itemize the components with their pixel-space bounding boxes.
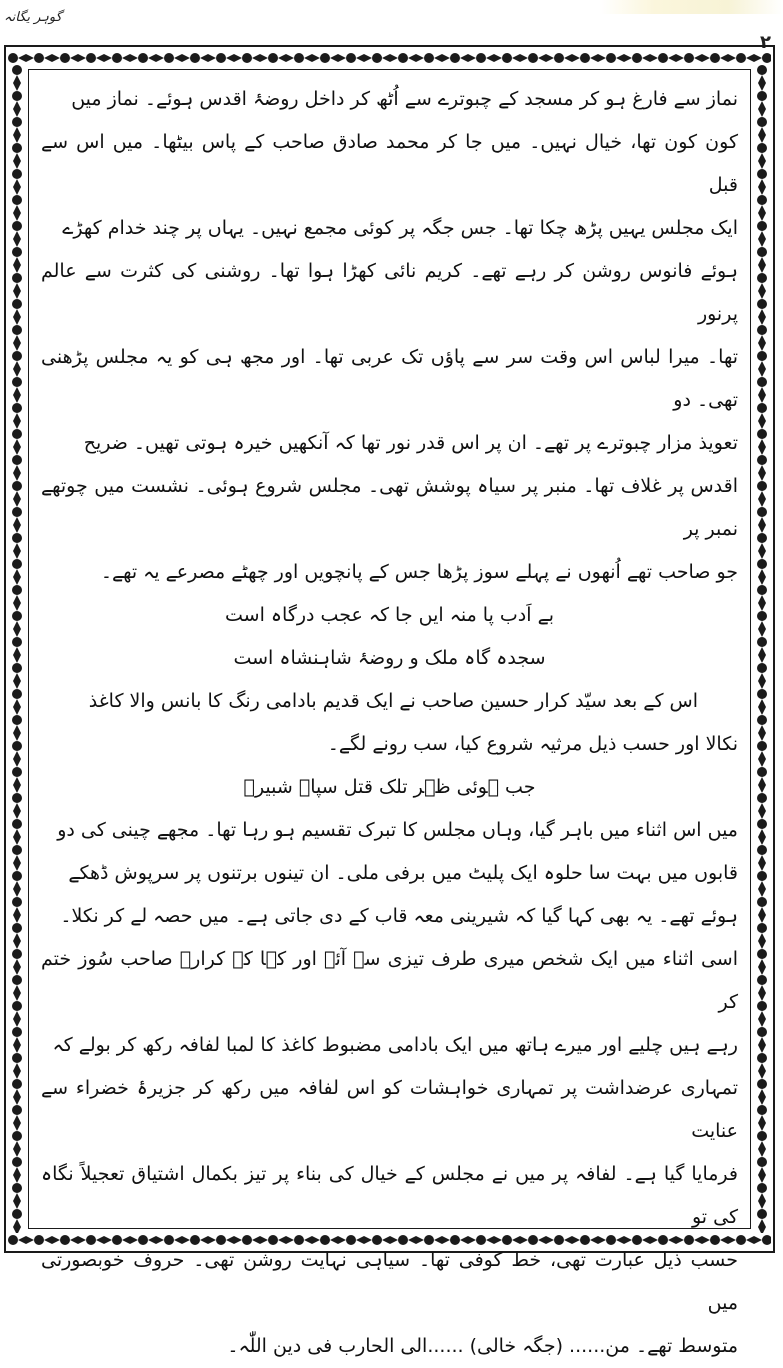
bead-dot-icon	[12, 65, 22, 75]
bead-dot-icon	[12, 767, 22, 777]
bead-dot-icon	[424, 53, 434, 63]
bead-dot-icon	[138, 53, 148, 63]
bead-diamond-icon	[758, 621, 766, 637]
bead-diamond-icon	[13, 673, 21, 689]
bead-diamond-icon	[746, 54, 762, 62]
chain-border-right	[753, 65, 771, 1233]
bead-diamond-icon	[758, 1167, 766, 1183]
bead-dot-icon	[580, 53, 590, 63]
bead-diamond-icon	[13, 517, 21, 533]
bead-diamond-icon	[758, 257, 766, 273]
bead-diamond-icon	[13, 387, 21, 403]
bead-dot-icon	[86, 53, 96, 63]
paragraph-1	[41, 78, 738, 594]
bead-dot-icon	[12, 1105, 22, 1115]
bead-diamond-icon	[758, 647, 766, 663]
bead-dot-icon	[757, 819, 767, 829]
bead-dot-icon	[757, 325, 767, 335]
bead-dot-icon	[8, 53, 18, 63]
bead-diamond-icon	[13, 283, 21, 299]
bead-dot-icon	[12, 169, 22, 179]
bead-dot-icon	[8, 1235, 18, 1245]
text-line: رہے ہیں چلیے اور میرے ہاتھ میں ایک بادامی مضبوط کاغذ کا لمبا لفافہ رکھ کر بولے کہ	[52, 1034, 738, 1056]
bead-diamond-icon	[758, 1115, 766, 1131]
bead-dot-icon	[757, 455, 767, 465]
bead-dot-icon	[757, 611, 767, 621]
bead-diamond-icon	[746, 1236, 762, 1244]
bead-diamond-icon	[13, 361, 21, 377]
bead-diamond-icon	[408, 54, 424, 62]
text-line: حسب ذیل عبارت تھی، خط کوفی تھا۔ سیاہی نہایت روشن تھی۔ حروف خوبصورتی میں	[41, 1249, 738, 1314]
bead-dot-icon	[757, 195, 767, 205]
bead-diamond-icon	[96, 54, 112, 62]
bead-dot-icon	[12, 273, 22, 283]
bead-diamond-icon	[13, 985, 21, 1001]
bead-dot-icon	[757, 585, 767, 595]
bead-diamond-icon	[758, 491, 766, 507]
bead-dot-icon	[757, 1027, 767, 1037]
bead-dot-icon	[757, 1209, 767, 1219]
bead-diamond-icon	[13, 205, 21, 221]
bead-dot-icon	[12, 689, 22, 699]
bead-diamond-icon	[758, 699, 766, 715]
bead-diamond-icon	[18, 54, 34, 62]
bead-dot-icon	[757, 663, 767, 673]
bead-diamond-icon	[758, 933, 766, 949]
chain-border-top	[8, 49, 771, 67]
bead-dot-icon	[12, 1209, 22, 1219]
bead-dot-icon	[12, 741, 22, 751]
bead-dot-icon	[684, 53, 694, 63]
bead-dot-icon	[242, 53, 252, 63]
bead-dot-icon	[757, 1079, 767, 1089]
running-head: گوہر یگانہ	[4, 10, 62, 25]
bead-dot-icon	[632, 53, 642, 63]
bead-diamond-icon	[13, 231, 21, 247]
bead-diamond-icon	[460, 54, 476, 62]
bead-dot-icon	[658, 53, 668, 63]
bead-diamond-icon	[758, 595, 766, 611]
bead-dot-icon	[757, 923, 767, 933]
bead-diamond-icon	[70, 54, 86, 62]
bead-diamond-icon	[538, 54, 554, 62]
bead-dot-icon	[12, 663, 22, 673]
bead-diamond-icon	[758, 985, 766, 1001]
bead-dot-icon	[757, 871, 767, 881]
bead-diamond-icon	[758, 543, 766, 559]
bead-dot-icon	[757, 273, 767, 283]
bead-dot-icon	[757, 403, 767, 413]
bead-dot-icon	[12, 299, 22, 309]
bead-diamond-icon	[694, 54, 710, 62]
bead-dot-icon	[12, 377, 22, 387]
bead-diamond-icon	[434, 54, 450, 62]
text-line: تھا۔ میرا لباس اس وقت سر سے پاؤں تک عربی تھا۔ اور مجھ ہی کو یہ مجلس پڑھنی تھی۔ دو	[41, 346, 738, 411]
bead-diamond-icon	[13, 1037, 21, 1053]
text-line: قابوں میں بہت سا حلوہ ایک پلیٹ میں برفی ملی۔ ان تینوں برتنوں پر سرپوش ڈھکے	[68, 862, 738, 884]
bead-diamond-icon	[13, 855, 21, 871]
bead-diamond-icon	[13, 1011, 21, 1027]
bead-diamond-icon	[758, 881, 766, 897]
bead-diamond-icon	[13, 595, 21, 611]
bead-diamond-icon	[758, 959, 766, 975]
bead-diamond-icon	[44, 54, 60, 62]
bead-dot-icon	[12, 247, 22, 257]
bead-dot-icon	[372, 53, 382, 63]
bead-diamond-icon	[13, 1167, 21, 1183]
scan-tint-strip	[600, 0, 783, 14]
bead-dot-icon	[502, 53, 512, 63]
bead-dot-icon	[12, 533, 22, 543]
bead-diamond-icon	[13, 933, 21, 949]
text-line: تعویذ مزار چبوترے پر تھے۔ ان پر اس قدر نور تھا کہ آنکھیں خیرہ ہوتی تھیں۔ ضریح	[83, 432, 738, 454]
verse-2	[41, 766, 738, 809]
verse-line: جب ہوئی ظہر تلک قتل سپاہ شبیرؑ	[243, 776, 536, 798]
bead-diamond-icon	[616, 54, 632, 62]
bead-diamond-icon	[174, 54, 190, 62]
bead-diamond-icon	[758, 361, 766, 377]
page-number: ۲	[760, 32, 771, 53]
bead-dot-icon	[12, 585, 22, 595]
bead-diamond-icon	[758, 387, 766, 403]
bead-dot-icon	[757, 169, 767, 179]
bead-diamond-icon	[13, 1063, 21, 1079]
bead-diamond-icon	[758, 907, 766, 923]
bead-diamond-icon	[758, 1037, 766, 1053]
bead-diamond-icon	[512, 54, 528, 62]
text-line: اسی اثناء میں ایک شخص میری طرف تیزی سے آئے اور کہا کہ کرارؔ صاحب سُوز ختم کر	[41, 948, 738, 1013]
bead-dot-icon	[12, 429, 22, 439]
bead-dot-icon	[757, 689, 767, 699]
bead-dot-icon	[398, 53, 408, 63]
bead-diamond-icon	[758, 1089, 766, 1105]
text-line: فرمایا گیا ہے۔ لفافہ پر میں نے مجلس کے خیال کی بناء پر تیز بکمال اشتیاق تعجیلاً نگاہ کی تو	[41, 1163, 738, 1228]
bead-dot-icon	[320, 53, 330, 63]
bead-dot-icon	[757, 91, 767, 101]
bead-dot-icon	[12, 221, 22, 231]
chain-border-left	[8, 65, 26, 1233]
bead-dot-icon	[12, 1079, 22, 1089]
bead-diamond-icon	[330, 54, 346, 62]
bead-diamond-icon	[720, 54, 736, 62]
bead-dot-icon	[12, 715, 22, 725]
bead-dot-icon	[762, 53, 771, 63]
bead-diamond-icon	[148, 54, 164, 62]
bead-dot-icon	[710, 53, 720, 63]
bead-dot-icon	[12, 871, 22, 881]
bead-diamond-icon	[758, 153, 766, 169]
bead-dot-icon	[294, 53, 304, 63]
bead-diamond-icon	[13, 75, 21, 91]
paragraph-2	[41, 680, 738, 766]
bead-diamond-icon	[13, 543, 21, 559]
bead-diamond-icon	[13, 959, 21, 975]
bead-dot-icon	[757, 299, 767, 309]
bead-diamond-icon	[13, 829, 21, 845]
bead-diamond-icon	[13, 439, 21, 455]
text-line: ایک مجلس یہیں پڑھ چکا تھا۔ جس جگہ پر کوئی مجمع نہیں۔ یہاں پر چند خدام کھڑے	[62, 217, 738, 239]
bead-diamond-icon	[758, 439, 766, 455]
bead-diamond-icon	[13, 751, 21, 767]
bead-diamond-icon	[758, 101, 766, 117]
bead-dot-icon	[757, 845, 767, 855]
bead-dot-icon	[757, 637, 767, 647]
bead-dot-icon	[12, 793, 22, 803]
bead-dot-icon	[12, 1001, 22, 1011]
bead-dot-icon	[757, 1053, 767, 1063]
bead-dot-icon	[757, 221, 767, 231]
bead-diamond-icon	[758, 231, 766, 247]
bead-dot-icon	[12, 143, 22, 153]
bead-diamond-icon	[356, 54, 372, 62]
bead-dot-icon	[12, 1183, 22, 1193]
bead-diamond-icon	[758, 777, 766, 793]
bead-diamond-icon	[13, 777, 21, 793]
bead-dot-icon	[12, 455, 22, 465]
bead-diamond-icon	[13, 1115, 21, 1131]
bead-dot-icon	[476, 53, 486, 63]
bead-dot-icon	[757, 559, 767, 569]
bead-diamond-icon	[758, 829, 766, 845]
bead-dot-icon	[757, 377, 767, 387]
bead-dot-icon	[757, 975, 767, 985]
bead-diamond-icon	[226, 54, 242, 62]
bead-diamond-icon	[758, 725, 766, 741]
text-line: نکالا اور حسب ذیل مرثیہ شروع کیا، سب رونے لگے۔	[327, 733, 738, 755]
bead-diamond-icon	[13, 647, 21, 663]
bead-diamond-icon	[758, 283, 766, 299]
bead-dot-icon	[216, 53, 226, 63]
bead-dot-icon	[757, 247, 767, 257]
bead-diamond-icon	[304, 54, 320, 62]
bead-diamond-icon	[13, 491, 21, 507]
bead-dot-icon	[606, 53, 616, 63]
bead-diamond-icon	[13, 1141, 21, 1157]
bead-diamond-icon	[13, 309, 21, 325]
bead-diamond-icon	[758, 517, 766, 533]
bead-diamond-icon	[758, 1193, 766, 1209]
bead-dot-icon	[12, 923, 22, 933]
bead-dot-icon	[12, 1027, 22, 1037]
text-line: متوسط تھے۔ من...... (جگہ خالی) ......الی الحارب فی دین اللّٰہ۔	[227, 1335, 738, 1357]
text-line: میں اس اثناء میں باہر گیا، وہاں مجلس کا تبرک تقسیم ہو رہا تھا۔ مجھے چینی کی دو	[57, 819, 738, 841]
bead-dot-icon	[757, 715, 767, 725]
bead-dot-icon	[12, 975, 22, 985]
bead-dot-icon	[268, 53, 278, 63]
bead-diamond-icon	[13, 621, 21, 637]
bead-dot-icon	[190, 53, 200, 63]
bead-dot-icon	[762, 1235, 771, 1245]
bead-dot-icon	[12, 507, 22, 517]
text-line: تمہاری عرضداشت پر تمہاری خواہشات کو اس لفافہ میں رکھ کر جزیرۂ خضراء سے عنایت	[41, 1077, 738, 1142]
bead-dot-icon	[12, 611, 22, 621]
bead-diamond-icon	[13, 699, 21, 715]
bead-dot-icon	[12, 1131, 22, 1141]
bead-dot-icon	[757, 767, 767, 777]
bead-diamond-icon	[758, 205, 766, 221]
bead-diamond-icon	[382, 54, 398, 62]
bead-dot-icon	[112, 53, 122, 63]
text-line: ہوئے فانوس روشن کر رہے تھے۔ کریم نائی کھڑا ہوا تھا۔ روشنی کی کثرت سے عالم پرنور	[41, 260, 738, 325]
bead-dot-icon	[757, 507, 767, 517]
bead-diamond-icon	[758, 465, 766, 481]
bead-dot-icon	[757, 481, 767, 491]
bead-diamond-icon	[200, 54, 216, 62]
bead-dot-icon	[34, 53, 44, 63]
bead-dot-icon	[757, 1183, 767, 1193]
bead-dot-icon	[757, 429, 767, 439]
paragraph-3	[41, 809, 738, 1368]
bead-dot-icon	[757, 351, 767, 361]
text-line: اقدس پر غلاف تھا۔ منبر پر سیاہ پوشش تھی۔ مجلس شروع ہوئی۔ نشست میں چوتھے نمبر پر	[41, 475, 738, 540]
bead-diamond-icon	[13, 1193, 21, 1209]
bead-diamond-icon	[758, 1219, 766, 1233]
bead-diamond-icon	[13, 465, 21, 481]
bead-diamond-icon	[13, 257, 21, 273]
bead-dot-icon	[757, 65, 767, 75]
verse-line: سجدہ گاہ ملک و روضۂ شاہنشاہ است	[233, 647, 546, 669]
bead-dot-icon	[12, 403, 22, 413]
bead-diamond-icon	[13, 413, 21, 429]
text-line: ہوئے تھے۔ یہ بھی کہا گیا کہ شیرینی معہ قاب کے دی جاتی ہے۔ میں حصہ لے کر نکلا۔	[60, 905, 738, 927]
bead-diamond-icon	[18, 1236, 34, 1244]
bead-diamond-icon	[278, 54, 294, 62]
bead-dot-icon	[12, 325, 22, 335]
bead-dot-icon	[757, 1001, 767, 1011]
bead-diamond-icon	[13, 907, 21, 923]
bead-dot-icon	[757, 143, 767, 153]
text-line: اس کے بعد سیّد کرار حسین صاحب نے ایک قدیم بادامی رنگ کا بانس والا کاغذ	[88, 690, 698, 712]
bead-dot-icon	[757, 533, 767, 543]
bead-dot-icon	[12, 559, 22, 569]
text-block	[28, 69, 751, 1357]
bead-dot-icon	[12, 949, 22, 959]
bead-diamond-icon	[13, 725, 21, 741]
bead-diamond-icon	[758, 855, 766, 871]
text-line: جو صاحب تھے اُنھوں نے پہلے سوز پڑھا جس کے پانچویں اور چھٹے مصرعے یہ تھے۔	[100, 561, 738, 583]
bead-diamond-icon	[758, 75, 766, 91]
bead-diamond-icon	[13, 101, 21, 117]
bead-diamond-icon	[13, 127, 21, 143]
bead-dot-icon	[12, 351, 22, 361]
bead-dot-icon	[757, 1131, 767, 1141]
bead-dot-icon	[12, 819, 22, 829]
bead-dot-icon	[12, 117, 22, 127]
bead-diamond-icon	[252, 54, 268, 62]
bead-dot-icon	[450, 53, 460, 63]
bead-diamond-icon	[13, 153, 21, 169]
bead-diamond-icon	[13, 179, 21, 195]
bead-dot-icon	[757, 1157, 767, 1167]
bead-dot-icon	[12, 91, 22, 101]
text-line: کون کون تھا، خیال نہیں۔ میں جا کر محمد صادق صاحب کے پاس بیٹھا۔ میں اس سے قبل	[41, 131, 738, 196]
bead-dot-icon	[346, 53, 356, 63]
bead-dot-icon	[528, 53, 538, 63]
bead-dot-icon	[757, 1105, 767, 1115]
bead-dot-icon	[757, 897, 767, 907]
verse-1	[41, 594, 738, 680]
bead-dot-icon	[60, 53, 70, 63]
bead-diamond-icon	[13, 881, 21, 897]
bead-diamond-icon	[758, 127, 766, 143]
bead-diamond-icon	[758, 569, 766, 585]
bead-dot-icon	[12, 481, 22, 491]
bead-diamond-icon	[564, 54, 580, 62]
bead-dot-icon	[757, 117, 767, 127]
bead-diamond-icon	[758, 1011, 766, 1027]
bead-dot-icon	[12, 897, 22, 907]
bead-diamond-icon	[13, 1219, 21, 1233]
bead-dot-icon	[12, 1053, 22, 1063]
bead-diamond-icon	[758, 673, 766, 689]
bead-diamond-icon	[758, 335, 766, 351]
bead-diamond-icon	[486, 54, 502, 62]
bead-diamond-icon	[758, 803, 766, 819]
bead-dot-icon	[554, 53, 564, 63]
bead-diamond-icon	[758, 309, 766, 325]
bead-dot-icon	[12, 845, 22, 855]
bead-diamond-icon	[758, 1141, 766, 1157]
bead-diamond-icon	[13, 569, 21, 585]
bead-diamond-icon	[13, 803, 21, 819]
bead-dot-icon	[12, 637, 22, 647]
bead-diamond-icon	[668, 54, 684, 62]
bead-diamond-icon	[758, 751, 766, 767]
ornamental-page-frame	[4, 45, 775, 1357]
bead-diamond-icon	[758, 1063, 766, 1079]
verse-line: بے اَدب پا منہ ایں جا کہ عجب درگاہ است	[225, 604, 554, 626]
bead-diamond-icon	[13, 1089, 21, 1105]
bead-diamond-icon	[122, 54, 138, 62]
bead-dot-icon	[757, 949, 767, 959]
bead-dot-icon	[757, 741, 767, 751]
text-line: نماز سے فارغ ہو کر مسجد کے چبوترے سے اُٹھ کر داخل روضۂ اقدس ہوئے۔ نماز میں	[71, 88, 738, 110]
bead-diamond-icon	[590, 54, 606, 62]
bead-diamond-icon	[758, 413, 766, 429]
bead-dot-icon	[164, 53, 174, 63]
bead-dot-icon	[12, 195, 22, 205]
bead-dot-icon	[12, 1157, 22, 1167]
bead-diamond-icon	[758, 179, 766, 195]
bead-diamond-icon	[642, 54, 658, 62]
bead-dot-icon	[736, 53, 746, 63]
bead-dot-icon	[757, 793, 767, 803]
bead-diamond-icon	[13, 335, 21, 351]
